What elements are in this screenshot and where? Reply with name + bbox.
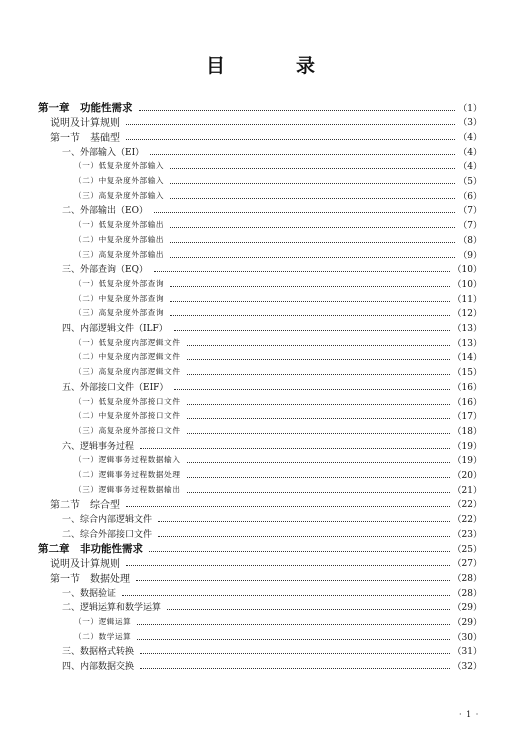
toc-entry-label: 四、内部逻辑文件（ILF） [62,324,168,334]
toc-entry-label: （一）低复杂度外部输入 [74,161,165,171]
dot-leader [140,653,450,654]
toc-entry-page: （20） [452,471,482,481]
toc-entry[interactable] [50,497,482,511]
toc-entry[interactable] [62,379,482,393]
dot-leader [126,565,450,566]
toc-entry-label: 一、数据验证 [62,588,117,599]
toc-entry-label: 五、外部接口文件（EIF） [62,382,169,393]
toc-entry-label: （三）高复杂度外部查询 [74,308,165,318]
toc-entry-page: （12） [452,309,482,320]
toc-entry[interactable] [74,615,482,629]
toc-entry[interactable] [62,659,482,673]
toc-entry-page: （4） [458,162,482,173]
toc-entry-page: （15） [452,368,482,379]
dot-leader [187,477,450,478]
dot-leader [170,315,449,316]
toc-entry-page: （3） [458,118,482,129]
toc-entry[interactable] [74,394,482,408]
toc-entry-page: （28） [452,588,482,599]
dot-leader [187,345,450,346]
toc-entry[interactable] [62,585,482,599]
toc-entry-label: 一、综合内部逻辑文件 [62,515,153,526]
page-number: · 1 · [459,710,480,719]
toc-entry-label: 说明及计算规则 [50,118,120,130]
toc-entry-label: 第二章 非功能性需求 [38,542,143,555]
dot-leader [167,609,450,610]
toc-entry-page: （4） [458,132,482,143]
toc-entry-label: 六、逻辑事务过程 [62,441,135,452]
toc-entry-label: （一）低复杂度外部查询 [74,278,165,288]
toc-entry-label: 三、数据格式转换 [62,647,135,658]
toc-entry-label: （二）中复杂度外部接口文件 [74,411,181,421]
toc-entry-page: （10） [452,279,482,290]
toc-entry-label: （三）高复杂度外部输出 [74,249,165,259]
dot-leader [126,124,455,125]
dot-leader [126,139,455,140]
toc-entry[interactable] [50,570,482,584]
toc-entry-page: （18） [452,426,482,437]
dot-leader [174,330,450,331]
dot-leader [122,595,450,596]
toc-entry-page: （14） [452,353,482,364]
toc-entry-label: 一、外部输入（EI） [62,147,145,158]
dot-leader [140,448,450,449]
toc-entry-label: （二）中复杂度外部输出 [74,234,165,244]
toc-entry-page: （8） [458,235,482,246]
toc-entry-page: （21） [452,485,482,496]
dot-leader [154,212,455,213]
dot-leader [170,242,455,243]
toc-entry-page: （11） [452,294,482,305]
toc-entry-label: 第一章 功能性需求 [38,101,133,114]
toc-entry[interactable] [74,247,482,261]
toc-entry[interactable] [74,423,482,437]
toc-entry-label: 四、内部数据交换 [62,662,135,673]
toc-entry-page: （28） [452,573,482,584]
toc-entry-page: （25） [452,544,482,555]
toc-entry[interactable] [74,409,482,423]
toc-entry[interactable] [50,556,482,570]
dot-leader [187,374,450,375]
dot-leader [187,462,450,463]
toc-entry-page: （13） [452,324,482,334]
dot-leader [126,506,450,507]
toc-entry-label: （三）高复杂度内部逻辑文件 [74,367,181,377]
toc-entry[interactable] [74,188,482,202]
toc-entry[interactable] [74,629,482,643]
dot-leader [187,418,450,419]
dot-leader [158,521,450,522]
toc-entry-page: （22） [452,500,482,511]
toc-entry-page: （5） [458,177,482,187]
toc-entry[interactable] [74,350,482,364]
toc-entry[interactable] [74,335,482,349]
dot-leader [170,168,455,169]
toc-entry-label: （一）低复杂度外部输出 [74,220,165,230]
toc-entry[interactable] [62,644,482,658]
toc-entry-page: （27） [452,559,482,570]
toc-entry-page: （17） [452,412,482,423]
toc-entry-label: （三）高复杂度外部接口文件 [74,425,181,435]
toc-entry[interactable] [62,203,482,217]
toc-entry-page: （9） [458,250,482,261]
page-title: 目 录 [205,55,341,77]
toc-entry-label: （二）逻辑事务过程数据处理 [74,470,181,479]
toc-entry-label: （二）中复杂度外部输入 [74,176,165,185]
toc-entry[interactable] [62,262,482,276]
toc-entry-page: （22） [452,515,482,526]
dot-leader [174,389,449,390]
toc-entry-label: 三、外部查询（EQ） [62,265,148,276]
dot-leader [137,639,449,640]
toc-entry-label: 二、外部输出（EO） [62,206,148,217]
toc-entry[interactable] [62,438,482,452]
toc-entry[interactable] [74,306,482,320]
toc-entry-label: （二）中复杂度内部逻辑文件 [74,352,181,362]
dot-leader [149,551,450,552]
dot-leader [139,110,456,111]
toc-entry-page: （29） [452,618,482,628]
toc-entry-label: （二）中复杂度外部查询 [74,293,165,303]
dot-leader [187,433,450,434]
toc-entry-page: （6） [458,191,482,202]
dot-leader [170,198,455,199]
toc-entry-label: （一）逻辑运算 [74,617,132,626]
toc-entry-page: （10） [452,265,482,276]
toc-entry[interactable] [74,232,482,246]
toc-entry-page: （16） [452,382,482,393]
toc-entry-page: （13） [452,338,482,349]
dot-leader [187,404,450,405]
toc-entry-label: （二）数学运算 [74,631,132,641]
toc-entry-label: 第一节 数据处理 [50,573,130,585]
dot-leader [170,301,449,302]
toc-entry[interactable] [62,526,482,540]
toc-entry[interactable] [50,115,482,129]
dot-leader [170,257,455,258]
toc-entry-label: 说明及计算规则 [50,559,120,571]
toc-entry-label: （一）低复杂度外部接口文件 [74,396,181,406]
toc-entry[interactable] [62,600,482,614]
toc-entry-label: 二、综合外部接口文件 [62,529,153,540]
toc-entry[interactable] [62,321,482,335]
dot-leader [170,183,455,184]
dot-leader [137,624,449,625]
dot-leader [140,668,450,669]
toc-entry[interactable] [74,482,482,496]
toc-entry[interactable] [74,291,482,305]
toc-entry-label: （一）低复杂度内部逻辑文件 [74,337,181,347]
toc-entry-label: （三）逻辑事务过程数据输出 [74,484,181,494]
toc-entry[interactable] [74,174,482,188]
toc-entry-page: （23） [452,529,482,540]
toc-entry-page: （29） [452,603,482,614]
dot-leader [150,154,455,155]
toc-entry-page: （31） [452,647,482,658]
toc-entry-page: （7） [458,221,482,232]
toc-entry-page: （16） [452,397,482,408]
dot-leader [136,580,450,581]
toc-entry-label: （一）逻辑事务过程数据输入 [74,455,181,465]
toc-entry[interactable] [74,276,482,290]
toc-entry[interactable] [74,218,482,232]
toc-entry[interactable] [74,365,482,379]
toc-chapter-entry[interactable] [38,100,482,114]
toc-entry[interactable] [62,144,482,158]
dot-leader [187,359,450,360]
dot-leader [170,286,449,287]
toc-entry-page: （1） [458,103,482,114]
toc-entry-page: （32） [452,662,482,673]
dot-leader [158,536,450,537]
toc-entry-page: （19） [452,441,482,452]
dot-leader [154,271,450,272]
toc-entry-page: （4） [458,147,482,158]
toc-entry[interactable] [50,129,482,143]
toc-entry-label: （三）高复杂度外部输入 [74,190,165,200]
toc-entry-page: （19） [452,456,482,467]
dot-leader [170,227,455,228]
toc-entry[interactable] [62,512,482,526]
toc-entry-label: 第一节 基础型 [50,132,120,144]
toc-entry-page: （30） [452,632,482,643]
toc-entry[interactable] [74,159,482,173]
toc-entry[interactable] [74,453,482,467]
toc-chapter-entry[interactable] [38,541,482,555]
toc-entry-page: （7） [458,206,482,217]
toc-entry-label: 第二节 综合型 [50,500,120,512]
dot-leader [187,492,450,493]
toc-entry[interactable] [74,468,482,482]
toc-entry-label: 二、逻辑运算和数学运算 [62,603,162,614]
